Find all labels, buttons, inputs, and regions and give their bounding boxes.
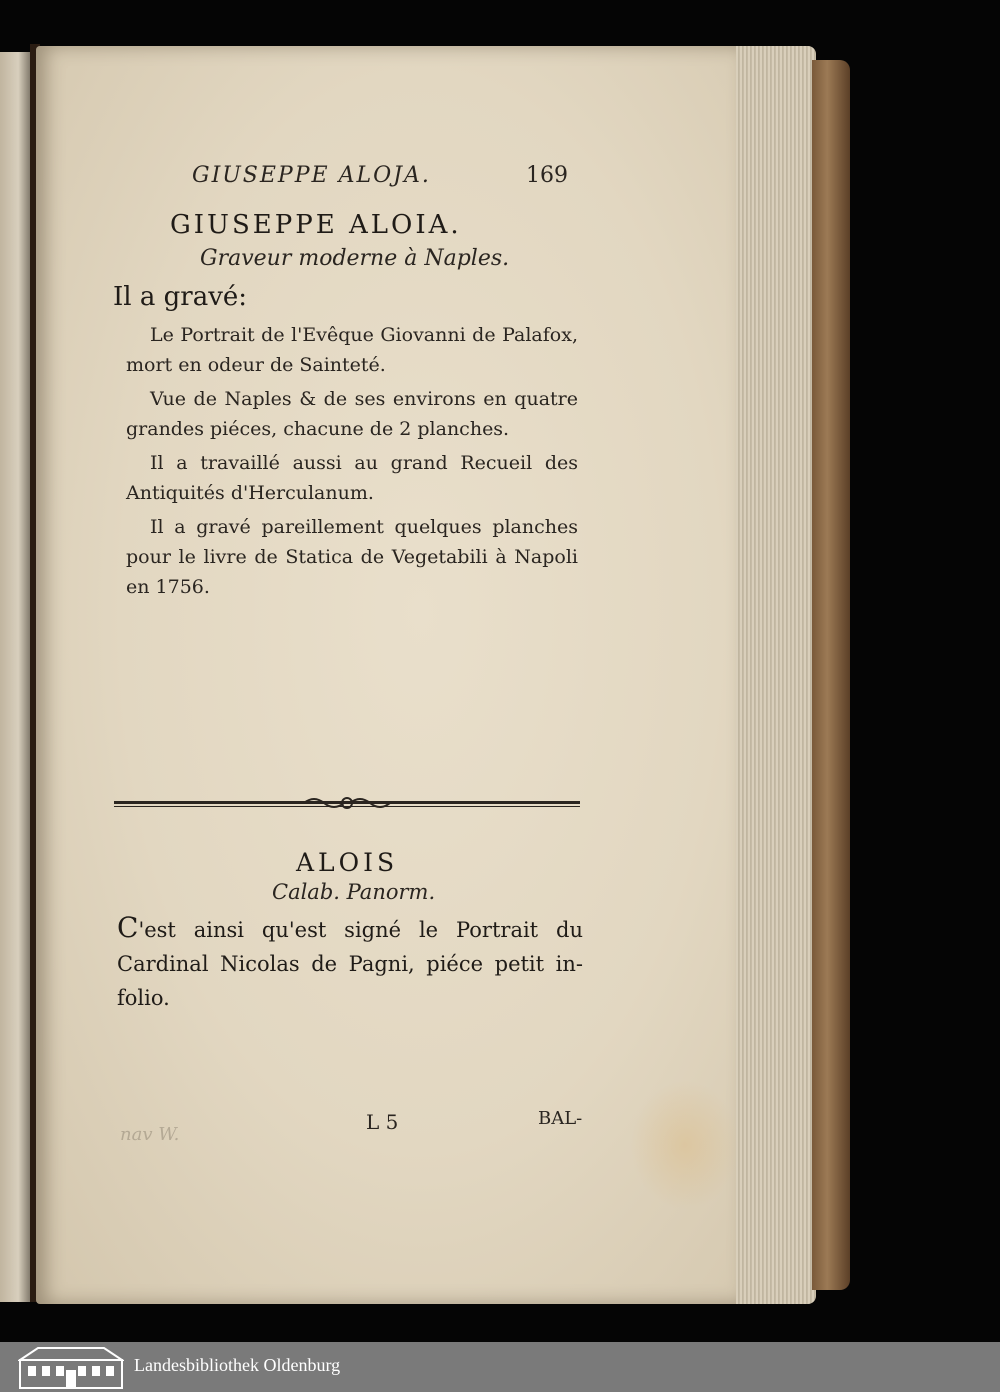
- entry-paragraph: Il a travaillé aussi au grand Recueil des Antiquités d'Herculanum.: [126, 452, 578, 504]
- entry-paragraph: Vue de Naples & de ses environs en quatre grandes piéces, chacune de 2 planches.: [126, 388, 578, 440]
- entry-subtitle: Calab. Panorm.: [272, 880, 436, 904]
- entry-paragraph: [117, 911, 583, 1015]
- entry-heading: ALOIS: [296, 848, 399, 877]
- library-name: Landesbibliothek Oldenburg: [134, 1355, 341, 1375]
- signature-mark: L 5: [366, 1110, 399, 1134]
- entry-subtitle: Graveur moderne à Naples.: [200, 246, 510, 271]
- entry-paragraph: Il a gravé pareillement quelques planches pour le livre de Statica de Vegetabili à Napoli en 1756.: [126, 516, 578, 598]
- running-title: GIUSEPPE ALOJA.: [192, 163, 431, 188]
- foxing-stain: [630, 1080, 740, 1210]
- entry-body: [117, 911, 583, 1015]
- entry-paragraph: Le Portrait de l'Evêque Giovanni de Palafox, mort en odeur de Sainteté.: [126, 324, 578, 376]
- ornamental-rule: [114, 790, 580, 820]
- running-head: [180, 163, 580, 199]
- entry-body: [126, 320, 578, 606]
- entry-lead: Il a gravé:: [113, 282, 248, 312]
- drop-cap: C: [117, 911, 139, 944]
- offset-text: nav W.: [120, 1124, 180, 1145]
- back-cover: [812, 60, 850, 1290]
- library-building-icon: [18, 1344, 124, 1390]
- entry-heading: GIUSEPPE ALOIA.: [170, 210, 462, 240]
- footer-bar: [0, 1342, 1000, 1392]
- catchword: BAL-: [538, 1108, 583, 1129]
- entry-text: 'est ainsi qu'est signé le Portrait du Cardinal Nicolas de Pagni, piéce petit in-folio.: [117, 918, 583, 1010]
- page-edges: [736, 46, 816, 1304]
- page-number: 169: [526, 163, 568, 188]
